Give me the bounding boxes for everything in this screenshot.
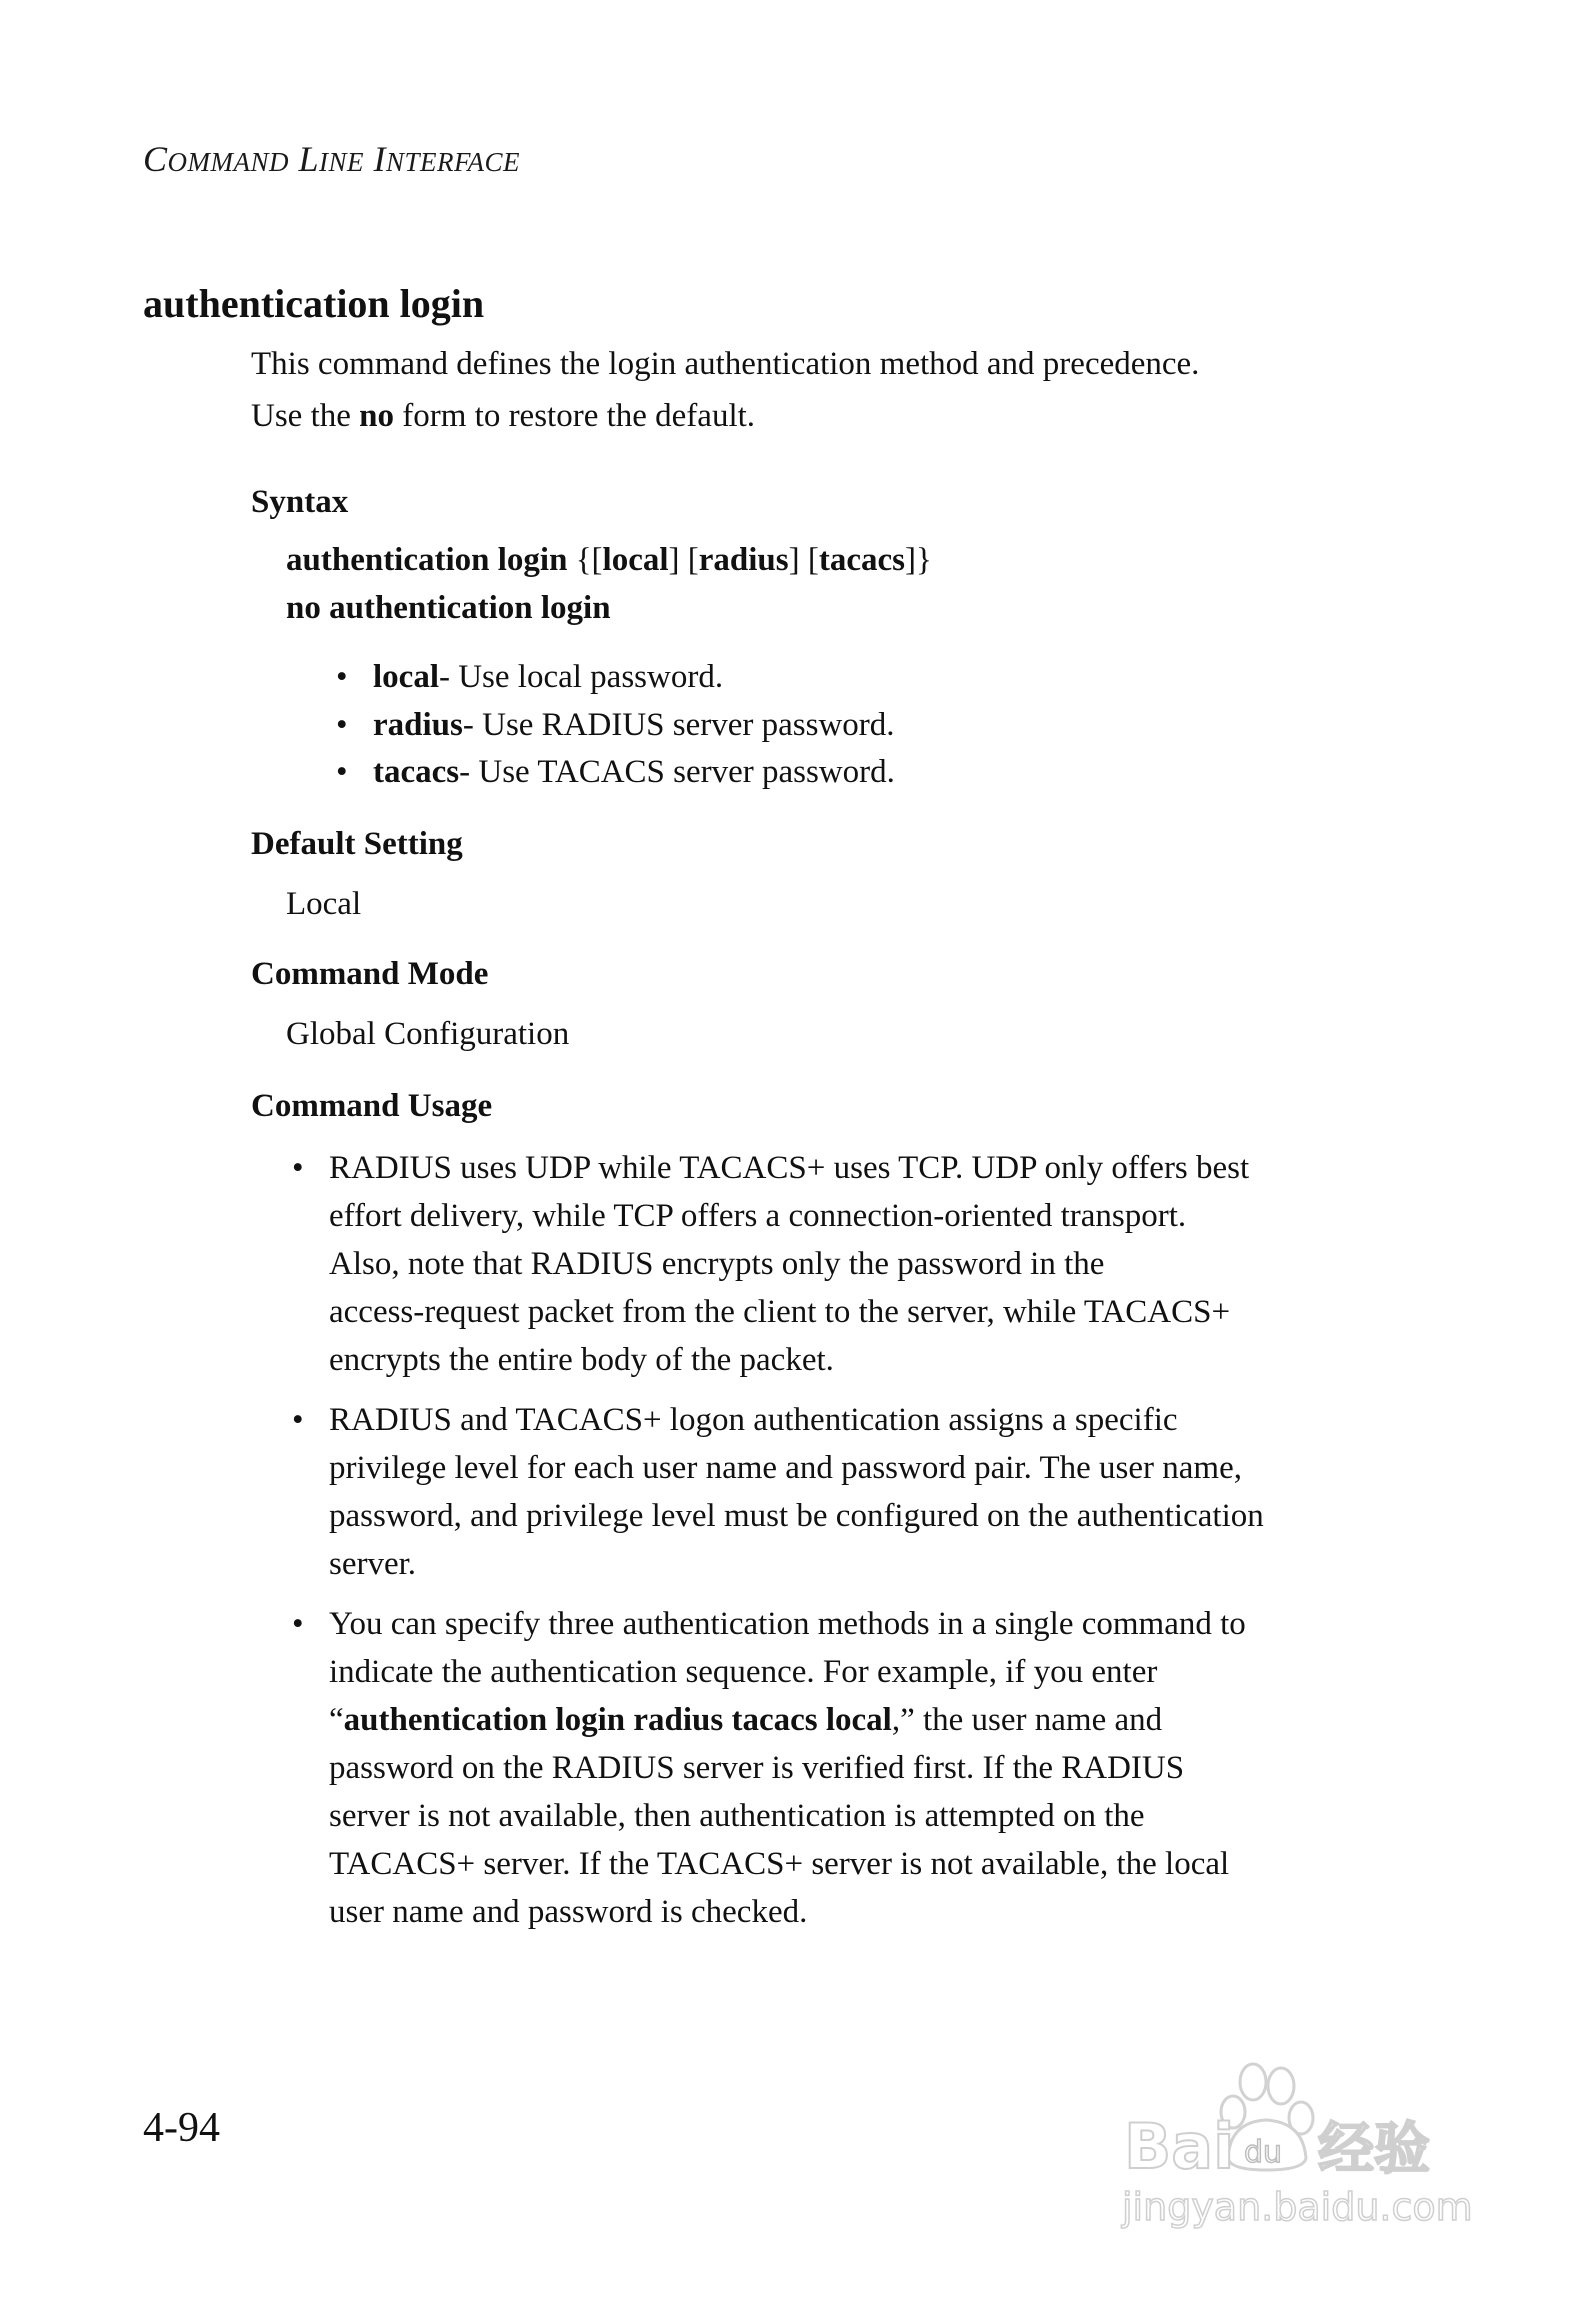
baidu-paw-logo-icon bbox=[1118, 2040, 1488, 2240]
header-initial: C bbox=[143, 139, 168, 179]
command-mode-heading: Command Mode bbox=[251, 956, 489, 992]
option-desc: - Use local password. bbox=[438, 659, 724, 696]
list-item bbox=[336, 654, 895, 702]
header-smallcaps: OMMAND bbox=[167, 147, 289, 177]
header-smallcaps: INE bbox=[319, 147, 365, 177]
syntax-option-radius: radius bbox=[698, 542, 789, 578]
baidu-jingyan-watermark bbox=[1118, 2040, 1488, 2240]
quote: “ bbox=[329, 1702, 344, 1738]
option-name: local bbox=[373, 659, 439, 696]
option-name: radius bbox=[373, 706, 463, 743]
syntax-bracket: ]} bbox=[905, 542, 932, 578]
syntax-bracket: ] [ bbox=[668, 542, 699, 578]
option-desc: - Use TACACS server password. bbox=[459, 754, 895, 791]
svg-text:Bai: Bai bbox=[1124, 2110, 1235, 2183]
text-line: RADIUS uses UDP while TACACS+ uses TCP. UDP only offers best bbox=[329, 1150, 1250, 1186]
syntax-option-tacacs: tacacs bbox=[818, 542, 906, 578]
running-header bbox=[143, 138, 520, 180]
text-line: encrypts the entire body of the packet. bbox=[329, 1342, 834, 1378]
keyword-no: no bbox=[359, 398, 394, 434]
syntax-options-list bbox=[336, 654, 895, 797]
list-item bbox=[336, 749, 895, 797]
text-line: effort delivery, while TCP offers a connection-oriented transport. bbox=[329, 1198, 1187, 1234]
text-line: server is not available, then authentication is attempted on the bbox=[329, 1798, 1145, 1834]
example-command: authentication login radius tacacs local bbox=[343, 1702, 892, 1738]
bullet-icon: • bbox=[292, 1150, 304, 1186]
list-item bbox=[336, 702, 895, 750]
text-line: server. bbox=[329, 1546, 417, 1582]
description-line-1: This command defines the login authentication method and precedence. bbox=[251, 346, 1200, 382]
command-mode-value: Global Configuration bbox=[286, 1016, 570, 1052]
header-smallcaps: NTERFACE bbox=[386, 147, 521, 177]
text-line: indicate the authentication sequence. For example, if you enter bbox=[329, 1654, 1158, 1690]
text-line: TACACS+ server. If the TACACS+ server is not available, the local bbox=[329, 1846, 1230, 1882]
default-setting-heading: Default Setting bbox=[251, 826, 463, 862]
syntax-option-local: local bbox=[602, 542, 669, 578]
bullet-icon: • bbox=[292, 1606, 304, 1642]
usage-item-privilege bbox=[292, 1396, 1392, 1588]
page-number: 4-94 bbox=[143, 2105, 220, 2151]
header-initial: L bbox=[298, 139, 320, 179]
option-name: tacacs bbox=[373, 754, 460, 791]
default-setting-value: Local bbox=[286, 886, 362, 922]
text-line: password on the RADIUS server is verified first. If the RADIUS bbox=[329, 1750, 1185, 1786]
bullet-icon: • bbox=[336, 659, 348, 696]
syntax-line-2: no authentication login bbox=[286, 590, 611, 626]
header-initial: I bbox=[373, 139, 387, 179]
text-line: password, and privilege level must be configured on the authentication bbox=[329, 1498, 1264, 1534]
text-line: access-request packet from the client to the server, while TACACS+ bbox=[329, 1294, 1231, 1330]
syntax-heading: Syntax bbox=[251, 484, 349, 520]
text: Use the bbox=[251, 398, 360, 434]
command-title: authentication login bbox=[143, 281, 485, 326]
text-line: privilege level for each user name and password pair. The user name, bbox=[329, 1450, 1242, 1486]
usage-item-sequence bbox=[292, 1600, 1392, 1936]
description-line-2 bbox=[251, 390, 1199, 442]
bullet-icon: • bbox=[336, 706, 348, 743]
syntax-line-1 bbox=[286, 542, 932, 579]
text-line: RADIUS and TACACS+ logon authentication assigns a specific bbox=[329, 1402, 1178, 1438]
option-desc: - Use RADIUS server password. bbox=[462, 706, 895, 743]
syntax-bracket: ] [ bbox=[788, 542, 819, 578]
text: ,” the user name and bbox=[891, 1702, 1163, 1738]
command-usage-list bbox=[292, 1144, 1392, 1948]
syntax-command: authentication login bbox=[286, 542, 568, 578]
usage-item-protocols bbox=[292, 1144, 1392, 1384]
example-line bbox=[329, 1696, 1392, 1744]
bullet-icon: • bbox=[336, 754, 348, 791]
syntax-bracket: {[ bbox=[567, 542, 603, 578]
text-line: Also, note that RADIUS encrypts only the password in the bbox=[329, 1246, 1105, 1282]
text: form to restore the default. bbox=[394, 398, 756, 434]
bullet-icon: • bbox=[292, 1402, 304, 1438]
text-line: user name and password is checked. bbox=[329, 1894, 808, 1930]
svg-text:经验: 经验 bbox=[1318, 2117, 1430, 2182]
svg-text:du: du bbox=[1244, 2135, 1283, 2170]
command-usage-heading: Command Usage bbox=[251, 1088, 493, 1124]
description bbox=[251, 338, 1199, 442]
text-line: You can specify three authentication methods in a single command to bbox=[329, 1606, 1246, 1642]
svg-text:jingyan.baidu.com: jingyan.baidu.com bbox=[1122, 2185, 1473, 2229]
